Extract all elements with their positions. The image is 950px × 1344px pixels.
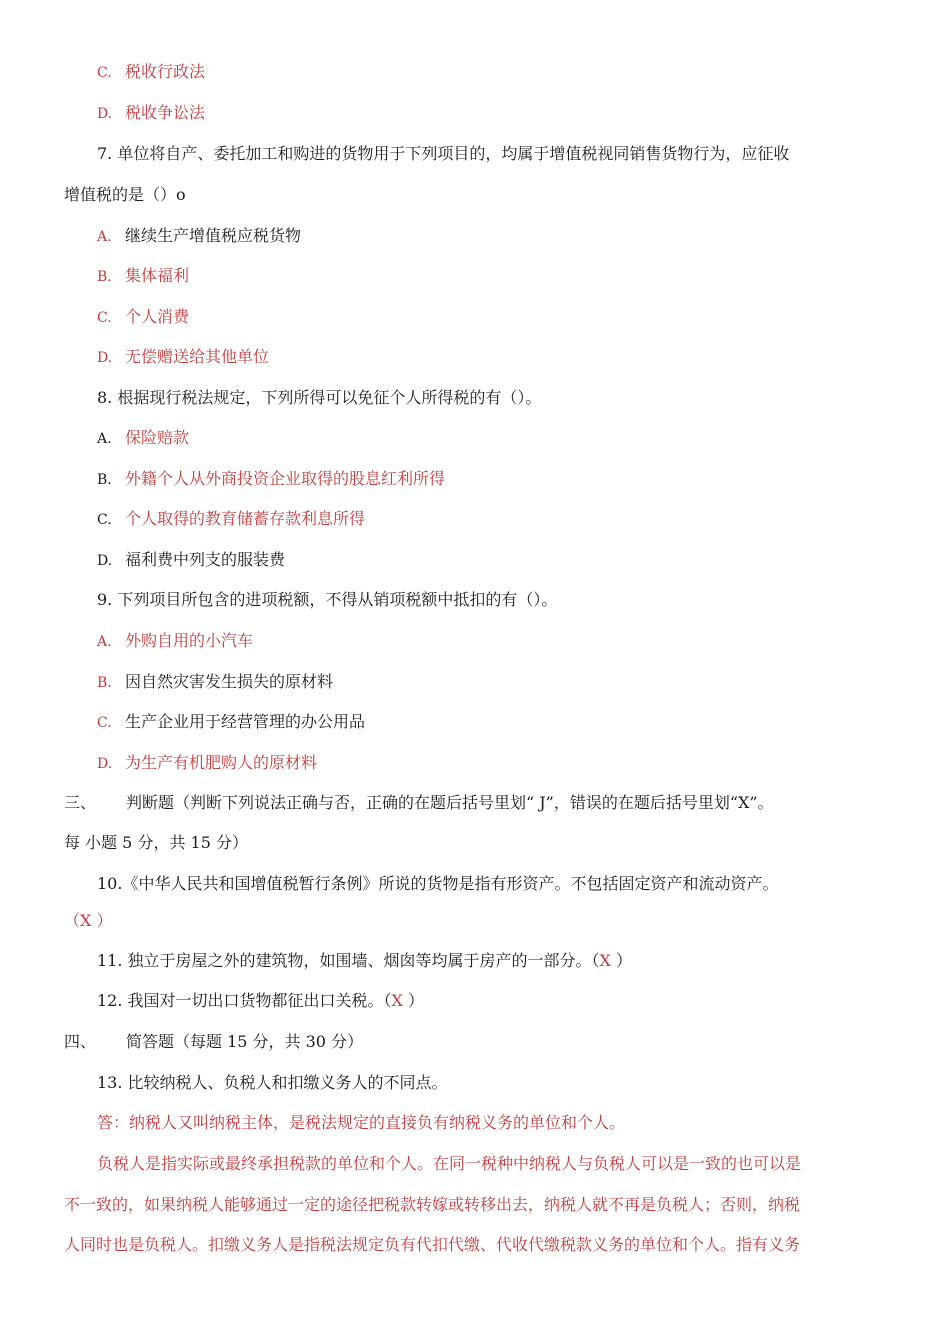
option-text: 福利费中列支的服装费 — [125, 550, 286, 569]
q9-option-a — [97, 630, 253, 653]
option-letter: D. — [97, 106, 113, 122]
option-letter: C. — [97, 310, 112, 326]
option-letter: A. — [97, 634, 112, 650]
q8-option-a — [97, 427, 189, 450]
option-letter: B. — [97, 269, 112, 285]
section4-number: 四、 — [64, 1032, 97, 1051]
option-letter: C. — [97, 65, 112, 81]
q7-option-b — [97, 265, 189, 288]
q9-stem: 9. 下列项目所包含的进项税额，不得从销项税额中抵扣的有（）。 — [97, 590, 558, 609]
q12-answer-mark: X — [391, 991, 403, 1010]
section3-title-line2: 每 小题 5 分，共 15 分） — [64, 833, 248, 852]
q10-text: 10.《中华人民共和国增值税暂行条例》所说的货物是指有形资产。不包括固定资产和流动资产。 — [97, 874, 779, 893]
option-text: 外籍个人从外商投资企业取得的股息红利所得 — [125, 469, 446, 488]
option-text: 为生产有机肥购人的原材料 — [125, 753, 318, 772]
q13-answer-line1: 答：纳税人又叫纳税主体，是税法规定的直接负有纳税义务的单位和个人。 — [97, 1113, 626, 1132]
q10-answer: （X ） — [64, 911, 113, 930]
q7-option-a — [97, 225, 301, 248]
q6-option-d — [97, 102, 205, 125]
option-text: 个人取得的教育储蓄存款利息所得 — [125, 509, 366, 528]
q7-stem-line2: 增值税的是（）o — [64, 185, 186, 204]
q7-stem-line1: 7. 单位将自产、委托加工和购进的货物用于下列项目的，均属于增值税视同销售货物行为，应征收 — [97, 144, 790, 163]
option-letter: A. — [97, 431, 112, 447]
option-text: 生产企业用于经营管理的办公用品 — [125, 712, 366, 731]
q11-text: 11. 独立于房屋之外的建筑物，如围墙、烟囱等均属于房产的一部分。（ — [97, 951, 600, 970]
q9-option-c — [97, 711, 365, 734]
option-text: 外购自用的小汽车 — [125, 631, 254, 650]
option-letter: C. — [97, 715, 112, 731]
option-text: 保险赔款 — [125, 428, 190, 447]
q8-option-c — [97, 508, 365, 531]
option-letter: C. — [97, 512, 112, 528]
option-letter: B. — [97, 472, 112, 488]
section3-number: 三、 — [64, 793, 97, 812]
section3-title-line1: 判断题（判断下列说法正确与否，正确的在题后括号里划“ J”，错误的在题后括号里划“X”。 — [126, 793, 774, 812]
q6-option-c — [97, 61, 205, 84]
q7-option-d — [97, 346, 269, 369]
option-letter: D. — [97, 756, 113, 772]
q12-text: 12. 我国对一切出口货物都征出口关税。（ — [97, 991, 392, 1010]
option-letter: D. — [97, 350, 113, 366]
q11-answer-mark: X — [599, 951, 611, 970]
q8-option-b — [97, 468, 445, 491]
option-text: 继续生产增值税应税货物 — [125, 226, 302, 245]
option-text: 集体福利 — [125, 266, 190, 285]
q12 — [97, 990, 424, 1012]
option-letter: A. — [97, 229, 112, 245]
option-text: 税收争讼法 — [125, 103, 206, 122]
q12-close: ） — [402, 991, 425, 1010]
option-letter: B. — [97, 675, 112, 691]
q11 — [97, 950, 632, 972]
q13-stem: 13. 比较纳税人、负税人和扣缴义务人的不同点。 — [97, 1073, 448, 1092]
option-text: 因自然灾害发生损失的原材料 — [125, 672, 334, 691]
q8-stem: 8. 根据现行税法规定，下列所得可以免征个人所得税的有（）。 — [97, 388, 542, 407]
q11-close: ） — [610, 951, 633, 970]
option-text: 无偿赠送给其他单位 — [125, 347, 270, 366]
q8-option-d — [97, 549, 285, 572]
option-letter: D. — [97, 553, 113, 569]
section4-title: 简答题（每题 15 分，共 30 分） — [126, 1032, 364, 1051]
q13-answer-line3: 不一致的，如果纳税人能够通过一定的途径把税款转嫁或转移出去，纳税人就不再是负税人；否则，纳税 — [64, 1195, 801, 1214]
q9-option-d — [97, 752, 317, 775]
q7-option-c — [97, 306, 189, 329]
q13-answer-line2: 负税人是指实际或最终承担税款的单位和个人。在同一税种中纳税人与负税人可以是一致的也可以是 — [97, 1154, 802, 1173]
option-text: 个人消费 — [125, 307, 190, 326]
option-text: 税收行政法 — [125, 62, 206, 81]
q9-option-b — [97, 671, 333, 694]
q13-answer-line4: 人同时也是负税人。扣缴义务人是指税法规定负有代扣代缴、代收代缴税款义务的单位和个人。指有义务 — [64, 1235, 801, 1254]
